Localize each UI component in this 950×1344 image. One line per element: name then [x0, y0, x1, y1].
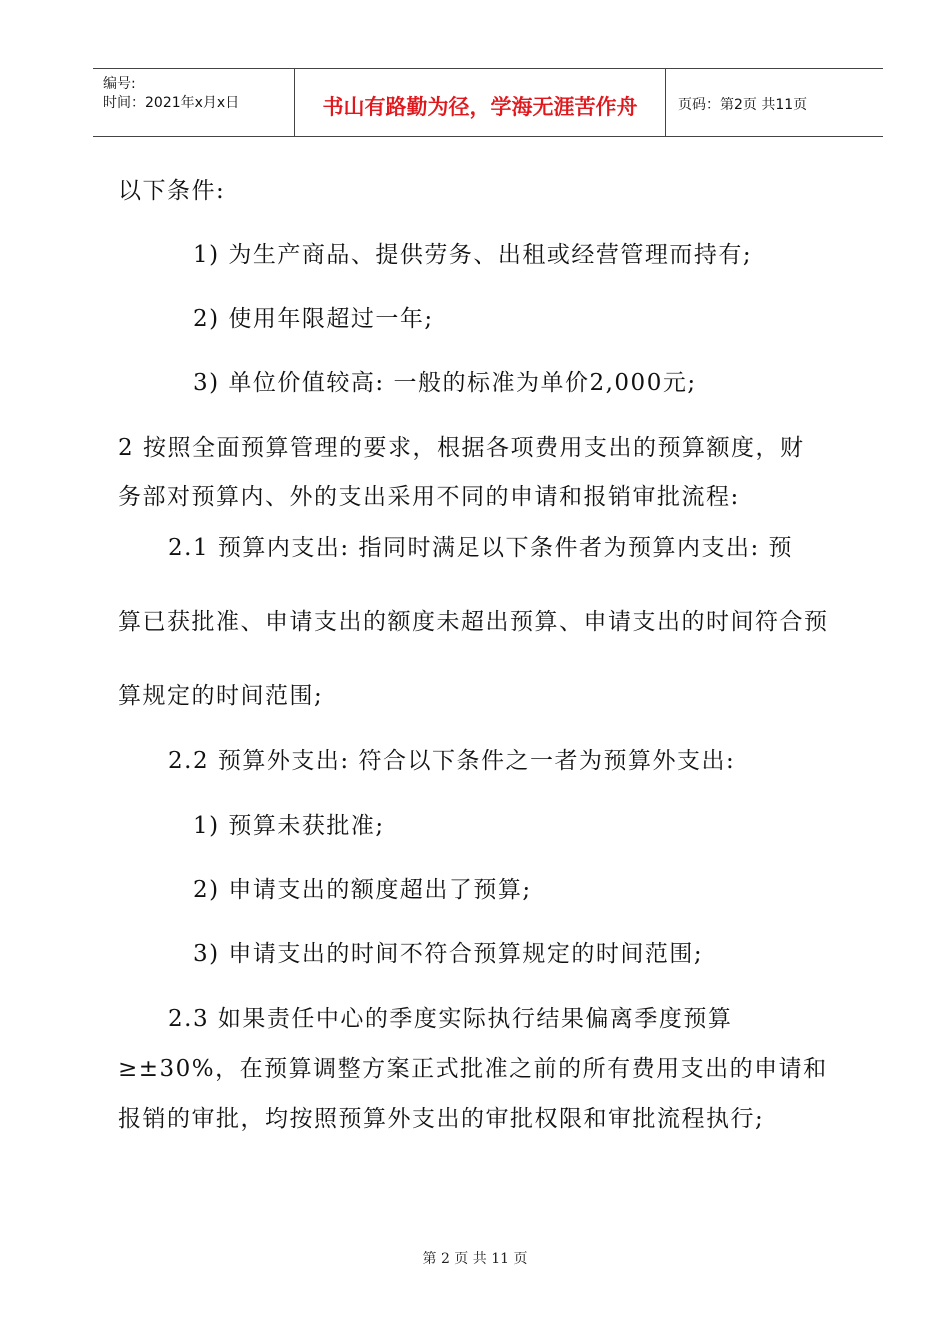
body-line: 2) 使用年限超过一年; — [193, 306, 434, 332]
body-line: 1) 为生产商品、提供劳务、出租或经营管理而持有; — [193, 242, 753, 268]
body-line: ≥±30%，在预算调整方案正式批准之前的所有费用支出的申请和 — [118, 1056, 828, 1082]
body-line: 务部对预算内、外的支出采用不同的申请和报销审批流程: — [118, 484, 740, 510]
body-line: 报销的审批，均按照预算外支出的审批权限和审批流程执行; — [118, 1106, 765, 1132]
page-footer: 第 2 页 共 11 页 — [422, 1251, 528, 1267]
body-line: 2 按照全面预算管理的要求，根据各项费用支出的预算额度，财 — [118, 435, 805, 461]
header-page-label: 页码：第2页 共11页 — [678, 97, 808, 113]
body-line: 2) 申请支出的额度超出了预算; — [193, 877, 532, 903]
body-line: 3) 单位价值较高: 一般的标准为单价2,000元; — [193, 370, 697, 396]
body-line: 算规定的时间范围; — [118, 683, 324, 709]
document-time-label: 时间：2021年x月x日 — [103, 95, 240, 111]
body-line: 3) 申请支出的时间不符合预算规定的时间范围; — [193, 941, 704, 967]
header-page-cell — [666, 69, 883, 136]
body-line: 1) 预算未获批准; — [193, 813, 385, 839]
document-number-label: 编号: — [103, 76, 136, 92]
body-line: 2.3 如果责任中心的季度实际执行结果偏离季度预算 — [168, 1006, 733, 1032]
body-line: 2.2 预算外支出: 符合以下条件之一者为预算外支出: — [168, 748, 736, 774]
body-line: 算已获批准、申请支出的额度未超出预算、申请支出的时间符合预 — [118, 609, 829, 635]
body-line: 2.1 预算内支出: 指同时满足以下条件者为预算内支出: 预 — [168, 535, 794, 561]
page-header — [93, 68, 883, 137]
header-meta-cell — [93, 69, 295, 136]
header-motto: 书山有路勤为径，学海无涯苦作舟 — [322, 95, 638, 119]
header-motto-cell — [295, 69, 666, 136]
body-line: 以下条件: — [118, 178, 226, 204]
